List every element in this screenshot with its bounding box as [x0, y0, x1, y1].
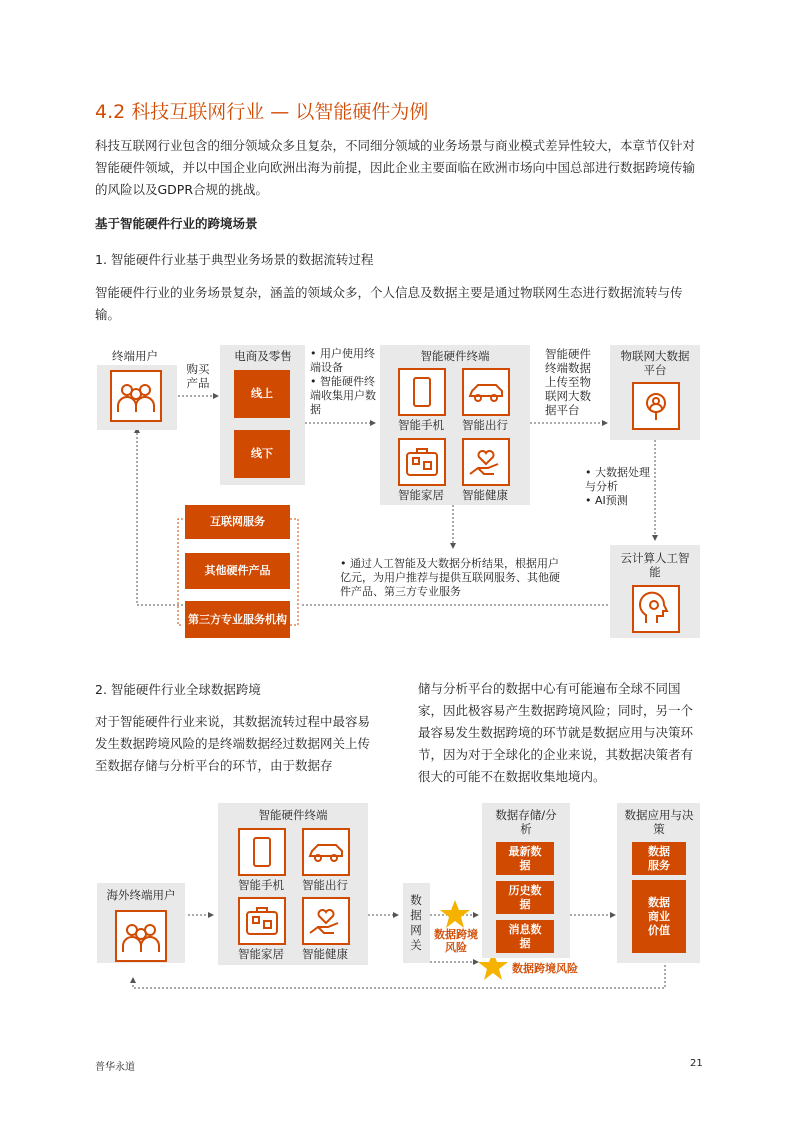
risk-label-application: 数据跨境风险: [512, 962, 578, 975]
smartphone-icon: [398, 368, 446, 416]
smartphone-label: 智能手机: [398, 418, 444, 432]
buy-product-label: 购买 产品: [186, 362, 210, 390]
gateway-label: 数据网关: [410, 893, 422, 952]
brain-gear-icon: [632, 585, 680, 633]
risk-label-gateway: 数据跨境风险: [434, 928, 478, 954]
users-icon: [110, 370, 162, 422]
risk-star-1: [440, 900, 470, 928]
latest-data-box: 最新数据: [496, 842, 554, 875]
car-icon: [462, 368, 510, 416]
page-number: 21: [690, 1058, 703, 1069]
d2-smartphone-icon: [238, 828, 286, 876]
travel-label: 智能出行: [462, 418, 508, 432]
ecommerce-label: 电商及零售: [234, 349, 292, 363]
health-label: 智能健康: [462, 488, 508, 502]
d2-smartphone-label: 智能手机: [238, 878, 284, 892]
d2-terminal-label: 智能硬件终端: [258, 808, 328, 822]
item-1-heading: 1. 智能硬件行业基于典型业务场景的数据流转过程: [95, 252, 374, 267]
d2-heart-hand-icon: [302, 897, 350, 945]
home-label: 智能家居: [398, 488, 444, 502]
d2-luggage-icon: [238, 897, 286, 945]
analysis-notes: [585, 466, 655, 508]
luggage-icon: [398, 438, 446, 486]
use-note: • 智能硬件终端收集用户数据: [310, 375, 376, 416]
recommendation-note: • 通过人工智能及大数据分析结果，根据用户亿元，为用户推荐与提供互联网服务、其他硬件产品、第三方专业服务: [340, 557, 560, 598]
intro-paragraph: 科技互联网行业包含的细分领域众多且复杂，不同细分领域的业务场景与商业模式差异性较大，本章节仅针对智能硬件领域，并以中国企业向欧洲出海为前提，因此企业主要面临在欧洲市场向中国总部进行数据跨境传输的风险以及GDPR合规的挑战。: [95, 138, 696, 197]
item-2-heading: 2. 智能硬件行业全球数据跨境: [95, 682, 261, 697]
heart-hand-icon: [462, 438, 510, 486]
message-data-box: 消息数据: [496, 920, 554, 953]
page-title: 4.2 科技互联网行业 — 以智能硬件为例: [95, 101, 429, 123]
third-party-box: 第三方专业服务机构: [185, 601, 290, 638]
use-note: • 用户使用终端设备: [310, 347, 375, 374]
iot-platform-label: 物联网大数据平台: [620, 349, 690, 377]
analysis-note: • AI预测: [585, 494, 628, 507]
offline-box: 线下: [234, 430, 290, 478]
history-data-box: 历史数据: [496, 881, 554, 914]
online-box: 线上: [234, 370, 290, 418]
internet-service-box: 互联网服务: [185, 505, 290, 539]
analysis-note: • 大数据处理与分析: [585, 466, 650, 493]
business-value-box: 数据商业价值: [632, 880, 686, 953]
footer-brand: 普华永道: [95, 1062, 135, 1073]
application-label: 数据应用与决策: [624, 808, 694, 836]
section-subheading: 基于智能硬件行业的跨境场景: [95, 216, 258, 231]
use-notes: [310, 347, 380, 417]
item-2-left-column: 对于智能硬件行业来说，其数据流转过程中最容易发生数据跨境风险的是终端数据经过数据网关上传至数据存储与分析平台的环节，由于数据存: [95, 714, 371, 773]
upload-note: 智能硬件终端数据上传至物联网大数据平台: [545, 347, 591, 417]
end-user-label: 终端用户: [112, 349, 158, 363]
d2-travel-label: 智能出行: [302, 878, 348, 892]
terminal-label: 智能硬件终端: [420, 349, 490, 363]
item-2-right-column: 储与分析平台的数据中心有可能遍布全球不同国家，因此极容易产生数据跨境风险；同时，另一个最容易发生数据跨境的环节就是数据应用与决策环节，因为对于全球化的企业来说，其数据决策者有很大的可能不在数据收集地境内。: [418, 681, 694, 784]
d2-home-label: 智能家居: [238, 947, 284, 961]
d2-health-label: 智能健康: [302, 947, 348, 961]
cloud-ai-label: 云计算人工智能: [620, 551, 690, 579]
other-hardware-box: 其他硬件产品: [185, 553, 290, 589]
search-user-icon: [632, 382, 680, 430]
d2-car-icon: [302, 828, 350, 876]
item-1-text: 智能硬件行业的业务场景复杂，涵盖的领域众多，个人信息及数据主要是通过物联网生态进行数据流转与传输。: [95, 285, 683, 322]
overseas-users-icon: [115, 910, 167, 962]
data-service-box: 数据服务: [632, 842, 686, 875]
overseas-user-label: 海外终端用户: [106, 888, 176, 902]
storage-label: 数据存储/分析: [495, 808, 557, 836]
